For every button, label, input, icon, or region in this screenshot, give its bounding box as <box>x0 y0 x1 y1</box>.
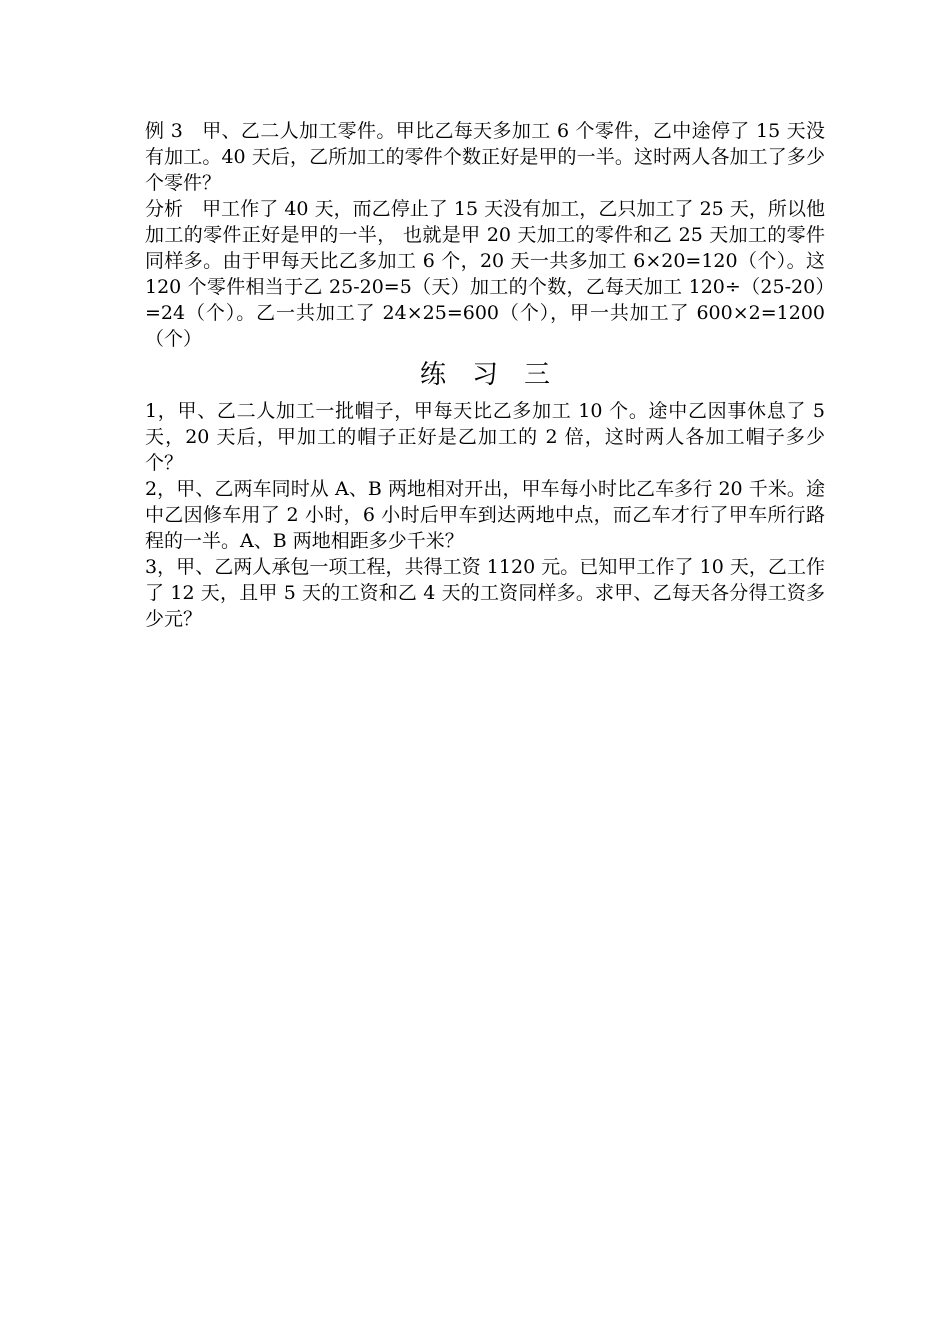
example-question: 甲、乙二人加工零件。甲比乙每天多加工 6 个零件，乙中途停了 15 天没有加工。40 天后，乙所加工的零件个数正好是甲的一半。这时两人各加工了多少个零件？ <box>145 120 825 194</box>
document-page <box>145 118 825 632</box>
section-title: 练习三 <box>419 360 576 390</box>
analysis-paragraph <box>145 196 825 352</box>
exercise-item: 1，甲、乙二人加工一批帽子，甲每天比乙多加工 10 个。途中乙因事休息了 5 天，20 天后，甲加工的帽子正好是乙加工的 2 倍，这时两人各加工帽子多少个？ <box>145 400 825 474</box>
example-label: 例 3 <box>145 120 183 142</box>
example-paragraph <box>145 118 825 196</box>
analysis-text: 甲工作了 40 天，而乙停止了 15 天没有加工，乙只加工了 25 天，所以他加工的零件正好是甲的一半， 也就是甲 20 天加工的零件和乙 25 天加工的零件同样多。由于甲每天比乙多加工 6 个，20 天一共多加工 6×20=120（个）。这 120 个零件相当于乙 25-20=5（天）加工的个数，乙每天加工 120÷（25-20）=24（个）。乙一共加工了 24×25=600（个），甲一共加工了 600×2=1200（个） <box>145 198 825 350</box>
example-block <box>145 118 825 196</box>
analysis-block <box>145 196 825 352</box>
exercise-item: 3，甲、乙两人承包一项工程，共得工资 1120 元。已知甲工作了 10 天，乙工作了 12 天，且甲 5 天的工资和乙 4 天的工资同样多。求甲、乙每天各分得工资多少元？ <box>145 556 825 630</box>
analysis-label: 分析 <box>145 198 184 220</box>
exercise-list <box>145 398 825 632</box>
exercise-item: 2，甲、乙两车同时从 A、B 两地相对开出，甲车每小时比乙车多行 20 千米。途中乙因修车用了 2 小时，6 小时后甲车到达两地中点，而乙车才行了甲车所行路程的一半。A、B 两地相距多少千米？ <box>145 478 825 552</box>
